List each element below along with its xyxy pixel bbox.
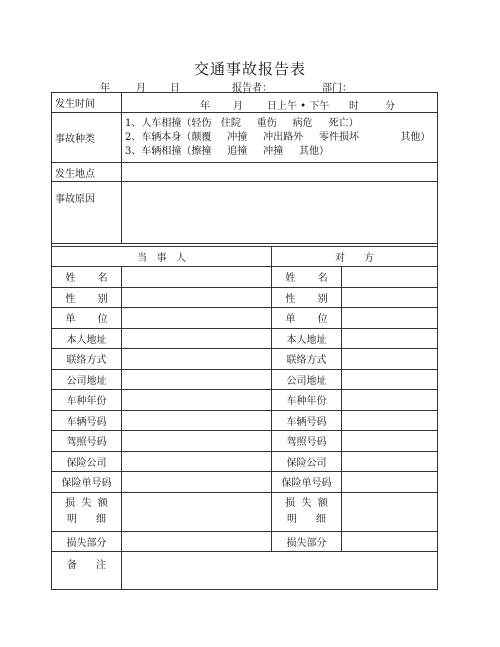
other-field-label: 公司地址 [272,369,342,390]
loss-value-party[interactable] [122,492,272,531]
time-row [52,93,438,113]
time-year: 年 [200,101,210,112]
party-field-row [52,328,438,349]
party-field-label: 保险公司 [52,451,122,472]
other-field-label: 保险公司 [272,451,342,472]
party-field-value[interactable] [122,431,272,452]
other-field-label: 单 位 [272,308,342,329]
other-field-label: 姓 名 [272,267,342,288]
party-header: 当 事 人 [52,247,272,267]
party-field-row [52,267,438,288]
accident-report-table [51,92,438,590]
party-field-label: 公司地址 [52,369,122,390]
other-field-label: 车辆号码 [272,410,342,431]
loss-part-row [52,531,438,552]
meta-reporter: 报告者： [232,83,272,94]
party-field-value[interactable] [122,369,272,390]
party-field-row [52,369,438,390]
loss-label: 损 失 额 明 细 [52,492,122,531]
party-field-value[interactable] [122,267,272,288]
meta-day: 日 [170,83,180,94]
type-line-1: 1、人车相撞（轻伤 住院 重伤 病危 死亡） [125,117,359,129]
party-field-row [52,349,438,370]
other-field-label: 联络方式 [272,349,342,370]
party-field-value[interactable] [122,328,272,349]
cause-label: 事故原因 [52,182,122,244]
party-field-row [52,390,438,411]
party-field-label: 单 位 [52,308,122,329]
loss-part-value-party[interactable] [122,531,272,552]
other-field-value[interactable] [342,349,438,370]
meta-year: 年 [100,83,110,94]
party-field-row [52,410,438,431]
type-line-2: 2、车辆本身（颠覆 冲撞 冲出路外 零件损坏 其他） [125,131,431,143]
type-label: 事故种类 [52,113,122,163]
other-field-value[interactable] [342,267,438,288]
party-rows [52,267,438,493]
loss-part-label: 损失部分 [52,531,122,552]
loss-part-value-other[interactable] [342,531,438,552]
party-field-value[interactable] [122,451,272,472]
party-field-value[interactable] [122,287,272,308]
party-field-label: 本人地址 [52,328,122,349]
party-field-label: 驾照号码 [52,431,122,452]
other-field-value[interactable] [342,451,438,472]
party-field-value[interactable] [122,410,272,431]
other-field-label: 车种年份 [272,390,342,411]
meta-department: 部门： [322,83,352,94]
party-field-row [52,431,438,452]
party-field-row [52,451,438,472]
other-field-value[interactable] [342,410,438,431]
party-field-value[interactable] [122,472,272,493]
party-field-row [52,308,438,329]
type-row [52,113,438,163]
loss-value-other[interactable] [342,492,438,531]
location-row [52,163,438,182]
remarks-value-cell[interactable] [122,552,438,590]
form-title: 交通事故报告表 [193,60,306,78]
cause-row [52,182,438,244]
loss-part-label-other: 损失部分 [272,531,342,552]
party-field-label: 车辆号码 [52,410,122,431]
party-field-label: 联络方式 [52,349,122,370]
cause-value-cell[interactable] [122,182,438,244]
type-line-3: 3、车辆相撞（擦撞 追撞 冲撞 其他） [125,145,330,157]
other-field-value[interactable] [342,390,438,411]
other-field-value[interactable] [342,328,438,349]
party-field-value[interactable] [122,349,272,370]
party-field-value[interactable] [122,390,272,411]
other-field-value[interactable] [342,431,438,452]
type-options-cell[interactable] [122,113,438,163]
remarks-row [52,552,438,590]
party-field-label: 姓 名 [52,267,122,288]
other-field-label: 本人地址 [272,328,342,349]
party-field-label: 车种年份 [52,390,122,411]
time-day-ampm: 日上午 • 下午 [267,101,330,112]
loss-label-other: 损 失 额 明 细 [272,492,342,531]
meta-month: 月 [136,83,146,94]
other-field-label: 性 别 [272,287,342,308]
time-month: 月 [233,101,243,112]
other-field-label: 保险单号码 [272,472,342,493]
time-hour: 时 [349,101,359,112]
party-field-row [52,287,438,308]
other-field-value[interactable] [342,369,438,390]
other-field-value[interactable] [342,472,438,493]
loss-row [52,492,438,531]
time-label: 发生时间 [52,93,122,113]
location-label: 发生地点 [52,163,122,182]
time-value-cell[interactable] [122,93,438,113]
time-minute: 分 [385,101,395,112]
party-field-label: 保险单号码 [52,472,122,493]
party-header-row [52,247,438,267]
location-value-cell[interactable] [122,163,438,182]
remarks-label: 备 注 [52,552,122,590]
other-field-label: 驾照号码 [272,431,342,452]
party-field-value[interactable] [122,308,272,329]
party-field-row [52,472,438,493]
other-header: 对 方 [272,247,438,267]
other-field-value[interactable] [342,287,438,308]
party-field-label: 性 别 [52,287,122,308]
other-field-value[interactable] [342,308,438,329]
